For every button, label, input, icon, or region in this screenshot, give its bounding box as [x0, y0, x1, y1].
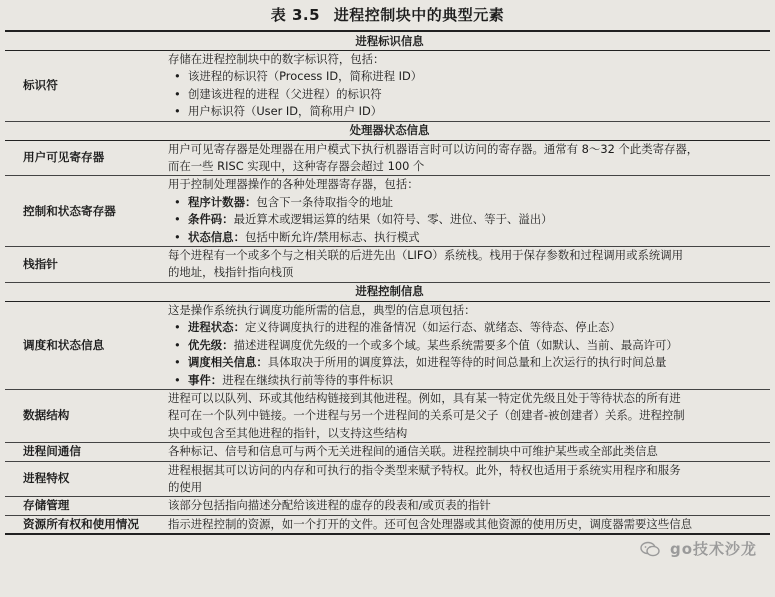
- description-line: 用户可见寄存器是处理器在用户模式下执行机器语言时可以访问的寄存器。通常有 8～32 个此类寄存器，: [168, 141, 699, 156]
- description-line: 这是操作系统执行调度功能所需的信息，典型的信息项包括：: [168, 302, 476, 317]
- row-label: 数据结构: [5, 389, 162, 442]
- bullet-text: 进程在继续执行前等待的事件标识: [222, 372, 394, 387]
- bullet-key: 进程状态：: [188, 320, 245, 335]
- bullet-item: [168, 68, 770, 85]
- row-description: [162, 497, 770, 515]
- bullet-item: [168, 337, 770, 354]
- bullet-item: [168, 86, 770, 103]
- bullet-text: 定义待调度执行的进程的准备情况（如运行态、就绪态、等待态、停止态）: [244, 320, 621, 335]
- table-row: [5, 515, 770, 534]
- row-label: 标识符: [5, 51, 162, 122]
- description-line: 每个进程有一个或多个与之相关联的后进先出（LIFO）系统栈。栈用于保存参数和过程调用或系统调用: [168, 248, 684, 263]
- watermark-text: go技术沙龙: [669, 540, 757, 558]
- description-line: 指示进程控制的资源，如一个打开的文件。还可包含处理器或其他资源的使用历史，调度器需要这些信息: [168, 516, 692, 531]
- row-description: [162, 140, 770, 176]
- row-description: [162, 301, 770, 389]
- row-label: 用户可见寄存器: [5, 140, 162, 176]
- section-title: 进程控制信息: [5, 282, 770, 301]
- section-title: 进程标识信息: [5, 31, 770, 51]
- table-row: [5, 176, 770, 247]
- row-label: 控制和状态寄存器: [5, 176, 162, 247]
- bullet-text: 包括中断允许/禁用标志、执行模式: [244, 229, 420, 244]
- table-row: [5, 461, 770, 497]
- bullet-item: [168, 211, 770, 228]
- bullet-text: 描述进程调度优先级的一个或多个域。某些系统需要多个值（如默认、当前、最高许可）: [233, 337, 678, 352]
- row-label: 存储管理: [5, 497, 162, 515]
- section-header: [5, 282, 770, 301]
- table-row: [5, 247, 770, 283]
- bullet-text: 包含下一条待取指令的地址: [256, 194, 394, 209]
- table-caption: [0, 4, 775, 25]
- description-line: 用于控制处理器操作的各种处理器寄存器，包括：: [168, 177, 419, 192]
- table-number: 表 3.5: [270, 6, 321, 24]
- description-line: 该部分包括指向描述分配给该进程的虚存的段表和/或页表的指针: [168, 498, 491, 513]
- description-line: 存储在进程控制块中的数字标识符，包括：: [168, 52, 385, 66]
- table-row: [5, 51, 770, 122]
- table-row: [5, 443, 770, 461]
- row-description: [162, 247, 770, 283]
- row-description: [162, 51, 770, 122]
- bullet-key: 程序计数器：: [188, 194, 257, 209]
- section-header: [5, 31, 770, 51]
- bullet-key: 优先级：: [188, 337, 234, 352]
- row-description: [162, 461, 770, 497]
- bullet-text: 该进程的标识符（Process ID，简称进程 ID）: [188, 69, 423, 84]
- row-description: [162, 515, 770, 534]
- section-header: [5, 121, 770, 140]
- table-row: [5, 389, 770, 442]
- description-line: 而在一些 RISC 实现中，这种寄存器会超过 100 个: [168, 159, 425, 174]
- bullet-item: [168, 229, 770, 246]
- bullet-key: 条件码：: [188, 212, 234, 227]
- bullet-text: 用户标识符（User ID，简称用户 ID）: [188, 104, 383, 119]
- bullet-item: [168, 372, 770, 389]
- watermark: [640, 538, 757, 559]
- table-title: 进程控制块中的典型元素: [333, 6, 505, 24]
- row-description: [162, 443, 770, 461]
- section-title: 处理器状态信息: [5, 121, 770, 140]
- bullet-text: 具体取决于所用的调度算法，如进程等待的时间总量和上次运行的执行时间总量: [267, 355, 667, 370]
- row-description: [162, 389, 770, 442]
- row-label: 调度和状态信息: [5, 301, 162, 389]
- table-row: [5, 140, 770, 176]
- description-line: 程可在一个队列中链接。一个进程与另一个进程间的关系可是父子（创建者-被创建者）关系。进程控制: [168, 408, 685, 423]
- wechat-icon: [640, 541, 660, 557]
- row-label: 栈指针: [5, 247, 162, 283]
- description-line: 各种标记、信号和信息可与两个无关进程间的通信关联。进程控制块中可维护某些或全部此类信息: [168, 444, 658, 459]
- bullet-item: [168, 103, 770, 120]
- bullet-text: 最近算术或逻辑运算的结果（如符号、零、进位、等于、溢出）: [233, 212, 553, 227]
- row-label: 进程间通信: [5, 443, 162, 461]
- bullet-item: [168, 354, 770, 371]
- row-description: [162, 176, 770, 247]
- bullet-item: [168, 194, 770, 211]
- bullet-key: 状态信息：: [188, 229, 245, 244]
- bullet-text: 创建该进程的进程（父进程）的标识符: [188, 86, 382, 101]
- bullet-key: 调度相关信息：: [188, 355, 268, 370]
- bullet-item: [168, 319, 770, 336]
- row-label: 资源所有权和使用情况: [5, 515, 162, 534]
- table-row: [5, 497, 770, 515]
- bullet-key: 事件：: [188, 372, 223, 387]
- description-line: 的地址，栈指针指向栈顶: [168, 265, 294, 280]
- pcb-elements-table: [5, 30, 770, 535]
- description-line: 块中或包含至其他进程的指针，以支持这些结构: [168, 425, 408, 440]
- description-line: 的使用: [168, 479, 203, 494]
- row-label: 进程特权: [5, 461, 162, 497]
- table-row: [5, 301, 770, 389]
- description-line: 进程根据其可以访问的内存和可执行的指令类型来赋予特权。此外，特权也适用于系统实用程序和服务: [168, 462, 681, 477]
- description-line: 进程可以以队列、环或其他结构链接到其他进程。例如，具有某一特定优先级且处于等待状态的所有进: [168, 390, 681, 405]
